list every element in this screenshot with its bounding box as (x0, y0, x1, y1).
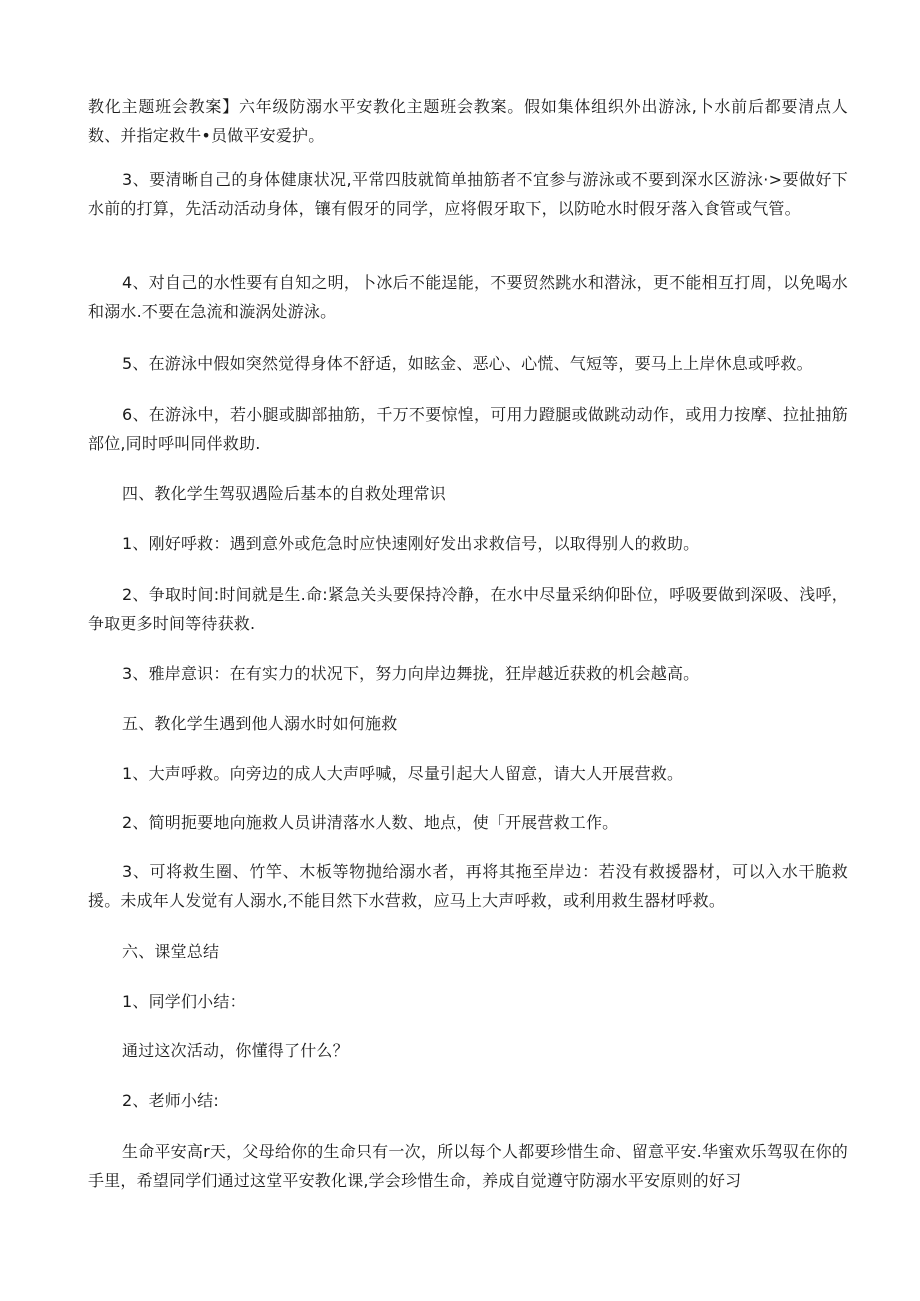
section-heading-6: 六、课堂总结 (122, 942, 220, 961)
paragraph-self-rescue-2: 2、争取时间:时间就是生.命:紧急关头要保持冷静，在水中尽量采纳仰卧位，呼吸要做到深吸、浅呼，争取更多时间等待获救. (88, 585, 848, 633)
paragraph-summary-1: 1、同学们小结： (122, 992, 246, 1011)
paragraph-rule-3: 3、要清晰自己的身体健康状况,平常四肢就简单抽筋者不宜参与游泳或不要到深水区游泳·>要做好下水前的打算，先活动活动身体，镶有假牙的同学，应将假牙取下，以防呛水时假牙落入食管或气管。 (88, 170, 848, 218)
paragraph-rule-5: 5、在游泳中假如突然觉得身体不舒适，如眩金、恶心、心慌、气短等，要马上上岸休息或呼救。 (122, 354, 813, 373)
paragraph-self-rescue-1: 1、刚好呼救：遇到意外或危急时应快速刚好发出求救信号，以取得别人的救助。 (122, 534, 700, 553)
paragraph-teacher-summary: 生命平安高r天，父母给你的生命只有一次，所以每个人都要珍惜生命、留意平安.华蜜欢乐驾驭在你的手里，希望同学们通过这堂平安教化课,学会珍惜生命，养成自觉遵守防溺水平安原则的好习 (88, 1142, 848, 1190)
paragraph-rescue-1: 1、大声呼救。向旁边的成人大声呼喊，尽量引起大人留意，请大人开展营救。 (122, 764, 684, 783)
paragraph-rescue-2: 2、简明扼要地向施救人员讲清落水人数、地点，使「开展营救工作。 (122, 813, 619, 832)
section-heading-5: 五、教化学生遇到他人溺水时如何施救 (122, 714, 398, 733)
paragraph-rescue-3: 3、可将救生圈、竹竿、木板等物抛给溺水者，再将其拖至岸边：若没有救援器材，可以入水干脆救援。未成年人发觉有人溺水,不能目然下水营救，应马上大声呼救，或利用救生器材呼救。 (88, 862, 848, 910)
paragraph-self-rescue-3: 3、雅岸意识：在有实力的状况下，努力向岸边舞拢，狂岸越近获救的机会越高。 (122, 664, 700, 683)
paragraph-summary-2: 2、老师小结: (122, 1091, 219, 1110)
section-heading-4: 四、教化学生驾驭遇险后基本的自救处理常识 (122, 484, 447, 503)
paragraph-rule-6: 6、在游泳中，若小腿或脚部抽筋，千万不要惊惶，可用力蹬腿或做跳动动作，或用力按摩、拉扯抽筋部位,同时呼叫同伴救助. (88, 405, 848, 453)
paragraph-rule-4: 4、对自己的水性要有自知之明，卜冰后不能逞能，不要贸然跳水和潜泳，更不能相互打周，以免喝水和溺水.不要在急流和漩涡处游泳。 (88, 273, 848, 321)
paragraph-intro: 教化主题班会教案】六年级防溺水平安教化主题班会教案。假如集体组织外出游泳,卜水前后都要清点人数、并指定救牛•员做平安爱护。 (88, 97, 848, 145)
paragraph-question: 通过这次活动，你懂得了什么？ (122, 1041, 349, 1060)
